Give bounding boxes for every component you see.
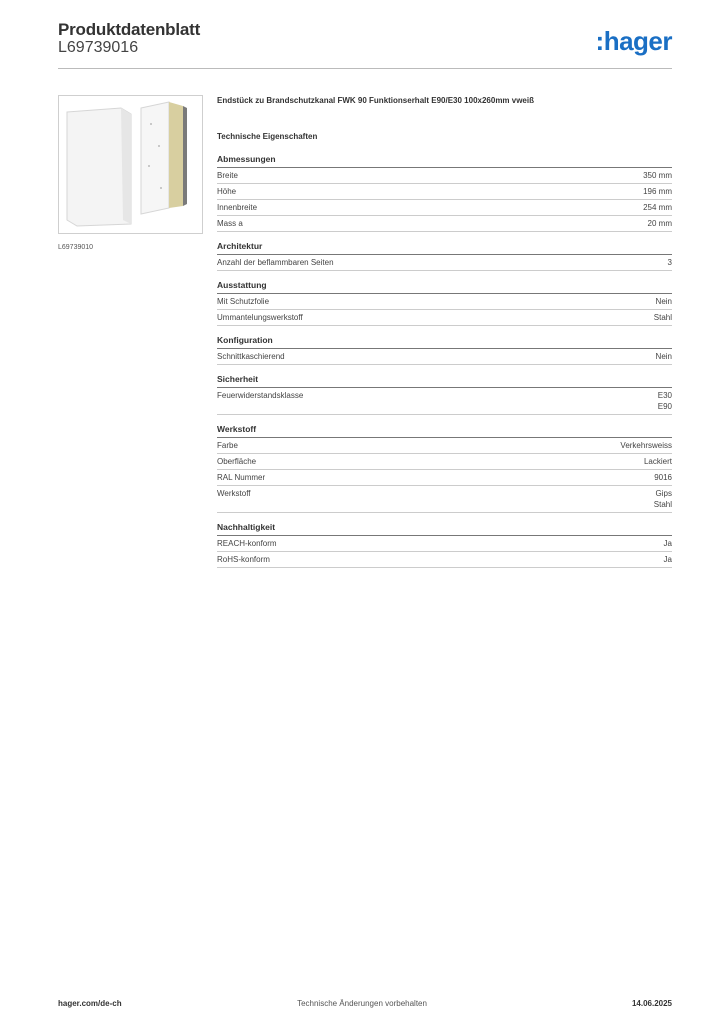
spec-label: RAL Nummer <box>217 473 266 482</box>
spec-row <box>217 552 672 568</box>
spec-value-line: Nein <box>655 352 672 361</box>
spec-label: Anzahl der beflammbaren Seiten <box>217 258 334 267</box>
section-title: Abmessungen <box>217 154 672 168</box>
spec-section <box>217 280 672 326</box>
spec-value-line: 350 mm <box>643 171 672 180</box>
spec-value <box>644 456 672 467</box>
spec-value-line: 196 mm <box>643 187 672 196</box>
spec-section <box>217 374 672 415</box>
spec-value <box>654 472 672 483</box>
spec-value <box>620 440 672 451</box>
spec-value-line: 20 mm <box>647 219 672 228</box>
spec-value-line: E90 <box>657 402 672 411</box>
product-image <box>58 95 203 234</box>
spec-row <box>217 470 672 486</box>
spec-row <box>217 454 672 470</box>
spec-section <box>217 522 672 568</box>
spec-row <box>217 486 672 513</box>
spec-value-line: Verkehrsweiss <box>620 441 672 450</box>
spec-value-line: Nein <box>655 297 672 306</box>
spec-value-line: 254 mm <box>643 203 672 212</box>
spec-label: Innenbreite <box>217 203 258 212</box>
specs-heading: Technische Eigenschaften <box>217 132 318 141</box>
spec-row <box>217 255 672 271</box>
spec-section <box>217 335 672 365</box>
product-number: L69739016 <box>58 39 139 56</box>
spec-label: REACH-konform <box>217 539 277 548</box>
spec-label: Feuerwiderstandsklasse <box>217 391 304 400</box>
spec-label: Werkstoff <box>217 489 251 498</box>
section-title: Ausstattung <box>217 280 672 294</box>
spec-label: Breite <box>217 171 238 180</box>
spec-row <box>217 438 672 454</box>
footer-notice: Technische Änderungen vorbehalten <box>297 999 427 1008</box>
spec-value <box>643 202 672 213</box>
spec-value <box>654 488 672 510</box>
spec-value <box>656 296 672 307</box>
spec-label: Oberfläche <box>217 457 257 466</box>
spec-row <box>217 216 672 232</box>
spec-value <box>643 186 672 197</box>
spec-value <box>648 218 672 229</box>
spec-value-line: Ja <box>663 539 672 548</box>
spec-row <box>217 536 672 552</box>
section-title: Nachhaltigkeit <box>217 522 672 536</box>
spec-value-line: E30 <box>657 391 672 400</box>
spec-value-line: Gips <box>655 489 672 498</box>
spec-row <box>217 310 672 326</box>
section-title: Architektur <box>217 241 672 255</box>
spec-label: Schnittkaschierend <box>217 352 285 361</box>
spec-section <box>217 424 672 513</box>
hager-logo[interactable]: :hager <box>595 26 672 56</box>
spec-row <box>217 388 672 415</box>
spec-section <box>217 154 672 232</box>
section-title: Werkstoff <box>217 424 672 438</box>
product-title: Endstück zu Brandschutzkanal FWK 90 Funktionserhalt E90/E30 100x260mm vweiß <box>217 96 534 105</box>
spec-value <box>654 312 672 323</box>
header-divider <box>58 68 672 69</box>
spec-value-line: Stahl <box>653 313 672 322</box>
spec-value-line: 9016 <box>654 473 672 482</box>
section-title: Sicherheit <box>217 374 672 388</box>
page-title: Produktdatenblatt <box>58 20 201 39</box>
spec-row <box>217 349 672 365</box>
spec-label: Mit Schutzfolie <box>217 297 270 306</box>
spec-row <box>217 184 672 200</box>
spec-value-line: 3 <box>667 258 672 267</box>
spec-label: Höhe <box>217 187 237 196</box>
spec-value-line: Stahl <box>653 500 672 509</box>
spec-row <box>217 200 672 216</box>
spec-value <box>664 538 672 549</box>
spec-section <box>217 241 672 271</box>
spec-row <box>217 168 672 184</box>
section-title: Konfiguration <box>217 335 672 349</box>
spec-content <box>217 96 672 577</box>
spec-value <box>643 170 672 181</box>
spec-label: Ummantelungswerkstoff <box>217 313 303 322</box>
spec-label: Farbe <box>217 441 238 450</box>
spec-value <box>668 257 672 268</box>
spec-value <box>664 554 672 565</box>
spec-value-line: Lackiert <box>643 457 672 466</box>
spec-value-line: Ja <box>663 555 672 564</box>
spec-value <box>658 390 672 412</box>
spec-label: Mass a <box>217 219 243 228</box>
footer-date: 14.06.2025 <box>631 999 672 1008</box>
image-caption: L69739010 <box>58 244 94 251</box>
spec-label: RoHS-konform <box>217 555 270 564</box>
footer-website-link[interactable]: hager.com/de-ch <box>58 999 122 1008</box>
spec-sections <box>217 154 672 568</box>
spec-value <box>656 351 672 362</box>
spec-row <box>217 294 672 310</box>
product-illustration <box>59 96 202 233</box>
